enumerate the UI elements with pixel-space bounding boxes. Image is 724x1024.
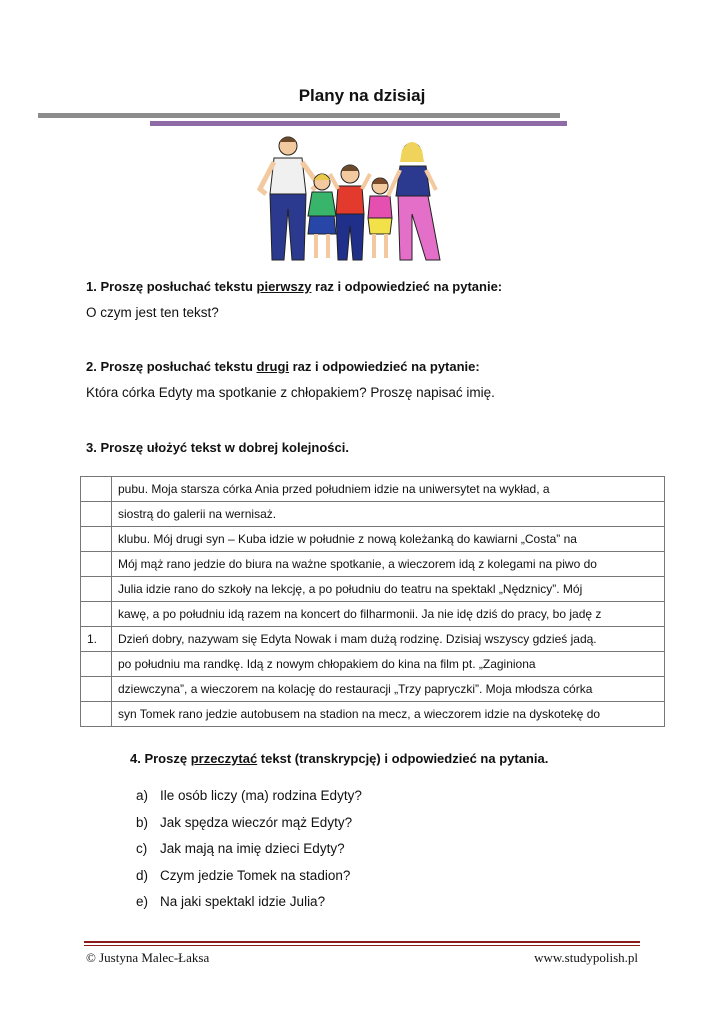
order-number-cell[interactable] [81,502,112,527]
ordering-table [80,476,665,727]
page-title: Plany na dzisiaj [298,86,426,105]
footer-website: www.studypolish.pl [534,950,638,965]
list-item-text: Czym jedzie Tomek na stadion? [160,867,351,883]
text-fragment-cell: pubu. Moja starsza córka Ania przed południem idzie na uniwersytet na wykład, a [112,477,665,502]
question-1-heading [86,279,502,294]
list-item-letter: e) [136,894,149,909]
footer-line-thin [84,945,640,946]
text-fragment-cell: Dzień dobry, nazywam się Edyta Nowak i mam dużą rodzinę. Dzisiaj wszyscy gdzieś jadą. [112,627,665,652]
list-item-text: Ile osób liczy (ma) rodzina Edyty? [160,788,362,803]
footer-line [84,941,640,943]
list-item-text: Jak mają na imię dzieci Edyty? [160,841,345,856]
question-1-emphasis: pierwszy [256,279,312,294]
question-2-heading [86,359,480,374]
table-row [81,577,665,602]
order-number-cell[interactable] [81,602,112,627]
table-row [81,502,665,527]
order-number-cell[interactable] [81,552,112,577]
table-row [81,702,665,727]
question-2-prefix: 2. Proszę posłuchać tekstu [86,359,257,374]
order-number-cell[interactable] [81,652,112,677]
list-item-text: Jak spędza wieczór mąż Edyty? [160,814,353,830]
footer-copyright: © Justyna Malec-Łaksa [86,950,210,965]
list-item-letter: c) [136,841,148,856]
question-1-suffix: raz i odpowiedzieć na pytanie: [311,279,503,294]
question-4-emphasis: przeczytać [190,751,258,766]
table-row [81,652,665,677]
order-number-cell[interactable] [81,577,112,602]
question-2-text: Która córka Edyty ma spotkanie z chłopakiem? Proszę napisać imię. [86,385,495,400]
list-item [136,894,362,921]
question-4-suffix: tekst (transkrypcję) i odpowiedzieć na pytania. [257,751,549,766]
table-row [81,552,665,577]
order-number-cell[interactable] [81,677,112,702]
list-item [136,788,362,815]
question-1-text: O czym jest ten tekst? [86,305,219,320]
question-4-list [136,788,362,921]
question-3-heading: 3. Proszę ułożyć tekst w dobrej kolejności. [86,440,349,455]
text-fragment-cell: kawę, a po południu idą razem na koncert do filharmonii. Ja nie idę dziś do pracy, bo jadę z [112,602,665,627]
question-2-suffix: raz i odpowiedzieć na pytanie: [289,359,480,374]
list-item [136,868,362,895]
order-number-cell[interactable] [81,527,112,552]
list-item-letter: d) [136,867,149,883]
family-illustration [240,134,455,264]
table-row [81,477,665,502]
list-item-letter: a) [136,788,149,803]
question-4-heading [130,751,548,766]
text-fragment-cell: dziewczyna”, a wieczorem na kolację do restauracji „Trzy papryczki”. Moja młodsza córka [112,677,665,702]
table-row [81,527,665,552]
table-row [81,627,665,652]
ordering-table-body [81,477,665,727]
table-row [81,677,665,702]
order-number-cell[interactable]: 1. [81,627,112,652]
text-fragment-cell: Julia idzie rano do szkoły na lekcję, a po południu do teatru na spektakl „Nędznicy”. Mój [112,577,665,602]
question-1-prefix: 1. Proszę posłuchać tekstu [86,279,257,294]
order-number-cell[interactable] [81,702,112,727]
text-fragment-cell: Mój mąż rano jedzie do biura na ważne spotkanie, a wieczorem idą z kolegami na piwo do [112,552,665,577]
list-item [136,815,362,842]
list-item-letter: b) [136,814,149,830]
title-underline-purple [150,121,567,126]
order-number-cell[interactable] [81,477,112,502]
text-fragment-cell: siostrą do galerii na wernisaż. [112,502,665,527]
text-fragment-cell: po południu ma randkę. Idą z nowym chłopakiem do kina na film pt. „Zaginiona [112,652,665,677]
table-row [81,602,665,627]
list-item [136,841,362,868]
text-fragment-cell: syn Tomek rano jedzie autobusem na stadion na mecz, a wieczorem idzie na dyskotekę do [112,702,665,727]
question-4-prefix: 4. Proszę [130,751,191,766]
question-2-emphasis: drugi [256,359,290,374]
list-item-text: Na jaki spektakl idzie Julia? [160,894,326,909]
text-fragment-cell: klubu. Mój drugi syn – Kuba idzie w południe z nową koleżanką do kawiarni „Costa” na [112,527,665,552]
title-underline-gray [38,113,560,118]
